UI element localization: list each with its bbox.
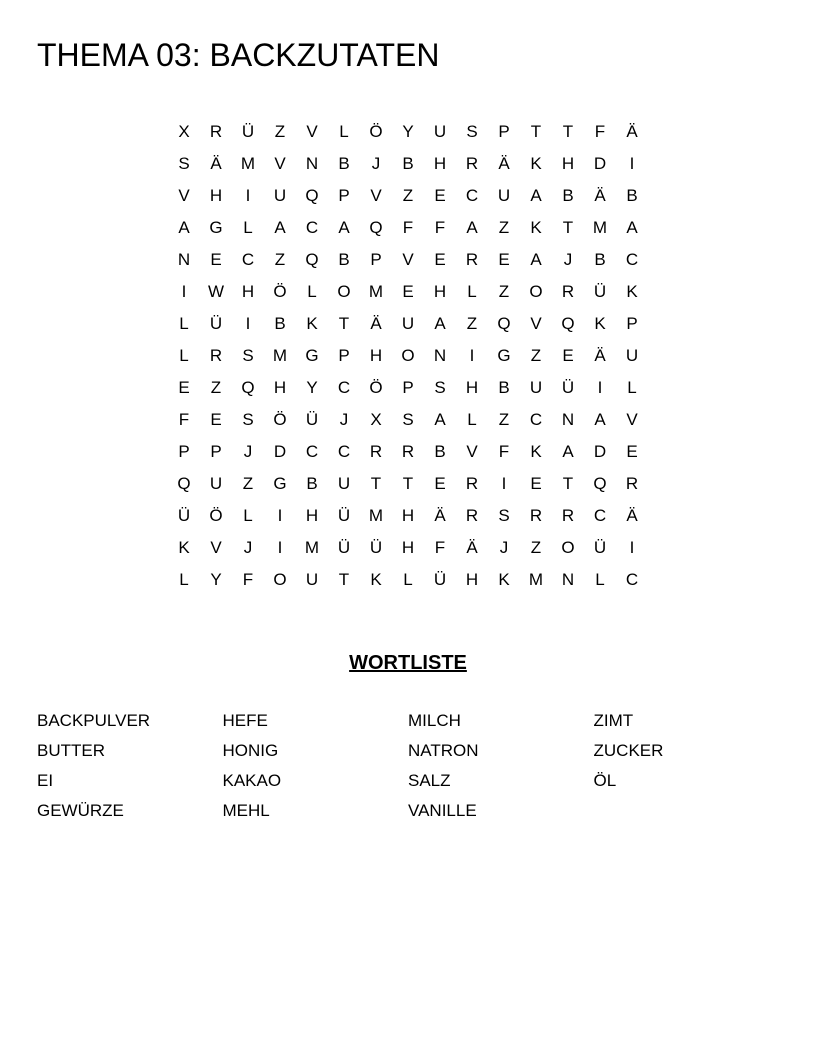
- grid-letter: G: [497, 346, 511, 365]
- grid-letter: P: [210, 442, 222, 461]
- wordlist-item: EI: [37, 771, 54, 790]
- grid-letter: Z: [530, 538, 542, 557]
- grid-letter: D: [593, 154, 607, 173]
- grid-letter: A: [626, 218, 638, 237]
- grid-row: [168, 564, 648, 596]
- grid-letter: I: [245, 314, 251, 333]
- grid-letter: F: [434, 218, 446, 237]
- grid-letter: A: [466, 218, 478, 237]
- grid-row: [168, 372, 648, 404]
- grid-letter: Ö: [369, 378, 383, 397]
- grid-letter: V: [402, 250, 414, 269]
- grid-letter: E: [434, 474, 446, 493]
- grid-letter: Q: [497, 314, 511, 333]
- grid-letter: A: [338, 218, 350, 237]
- grid-letter: W: [207, 282, 225, 301]
- grid-letter: H: [241, 282, 255, 301]
- grid-letter: C: [625, 250, 639, 269]
- grid-letter: R: [465, 250, 479, 269]
- wordlist-item: SALZ: [408, 771, 451, 790]
- grid-letter: A: [434, 410, 446, 429]
- grid-letter: T: [370, 474, 382, 493]
- grid-letter: G: [209, 218, 223, 237]
- grid-letter: L: [179, 314, 189, 333]
- grid-letter: B: [306, 474, 318, 493]
- grid-letter: A: [530, 186, 542, 205]
- grid-letter: C: [337, 442, 351, 461]
- grid-letter: Q: [369, 218, 383, 237]
- grid-letter: H: [401, 538, 415, 557]
- grid-letter: J: [339, 410, 349, 429]
- grid-letter: R: [465, 506, 479, 525]
- grid-letter: P: [338, 346, 350, 365]
- grid-row: [168, 116, 648, 148]
- grid-letter: V: [626, 410, 638, 429]
- grid-letter: Ü: [177, 506, 191, 525]
- grid-letter: H: [369, 346, 383, 365]
- grid-letter: M: [272, 346, 288, 365]
- grid-letter: P: [626, 314, 638, 333]
- grid-letter: S: [242, 346, 254, 365]
- grid-letter: U: [529, 378, 543, 397]
- grid-letter: Z: [210, 378, 222, 397]
- grid-letter: O: [401, 346, 415, 365]
- grid-letter: H: [433, 154, 447, 173]
- grid-letter: J: [499, 538, 509, 557]
- grid-letter: L: [627, 378, 637, 397]
- wordlist-item: MEHL: [222, 801, 270, 820]
- grid-letter: J: [563, 250, 573, 269]
- grid-letter: Ü: [593, 538, 607, 557]
- wordlist-item: NATRON: [408, 741, 479, 760]
- grid-letter: Y: [402, 122, 414, 141]
- grid-letter: Ü: [433, 570, 447, 589]
- grid-letter: X: [178, 122, 190, 141]
- grid-letter: Q: [593, 474, 607, 493]
- grid-letter: B: [498, 378, 510, 397]
- grid-letter: B: [626, 186, 638, 205]
- grid-letter: K: [626, 282, 638, 301]
- grid-row: [168, 500, 648, 532]
- grid-letter: Z: [530, 346, 542, 365]
- wordlist-item: MILCH: [408, 711, 461, 730]
- grid-letter: V: [466, 442, 478, 461]
- grid-letter: R: [209, 346, 223, 365]
- grid-letter: Ü: [209, 314, 223, 333]
- grid-letter: Z: [498, 410, 510, 429]
- grid-letter: F: [178, 410, 190, 429]
- grid-letter: U: [273, 186, 287, 205]
- grid-letter: M: [368, 506, 384, 525]
- grid-letter: V: [370, 186, 382, 205]
- grid-letter: H: [209, 186, 223, 205]
- grid-letter: E: [210, 250, 222, 269]
- grid-letter: Ü: [593, 282, 607, 301]
- grid-letter: J: [371, 154, 381, 173]
- grid-letter: S: [402, 410, 414, 429]
- grid-letter: E: [434, 250, 446, 269]
- grid-letter: Q: [177, 474, 191, 493]
- grid-letter: L: [403, 570, 413, 589]
- grid-letter: L: [307, 282, 317, 301]
- grid-letter: B: [338, 154, 350, 173]
- grid-letter: Ü: [337, 506, 351, 525]
- grid-letter: H: [561, 154, 575, 173]
- grid-letter: C: [305, 218, 319, 237]
- grid-letter: V: [210, 538, 222, 557]
- grid-letter: F: [242, 570, 254, 589]
- grid-letter: R: [625, 474, 639, 493]
- grid-letter: Z: [498, 282, 510, 301]
- grid-letter: N: [433, 346, 447, 365]
- grid-letter: F: [498, 442, 510, 461]
- grid-letter: T: [338, 314, 350, 333]
- grid-letter: N: [177, 250, 191, 269]
- grid-letter: R: [369, 442, 383, 461]
- grid-letter: Z: [402, 186, 414, 205]
- grid-letter: R: [401, 442, 415, 461]
- grid-letter: Ä: [434, 506, 446, 525]
- grid-letter: D: [593, 442, 607, 461]
- grid-letter: K: [306, 314, 318, 333]
- grid-letter: M: [368, 282, 384, 301]
- grid-letter: Ä: [594, 186, 606, 205]
- grid-letter: B: [338, 250, 350, 269]
- grid-letter: C: [529, 410, 543, 429]
- grid-letter: Ü: [369, 538, 383, 557]
- grid-row: [168, 276, 648, 308]
- grid-letter: T: [562, 218, 574, 237]
- grid-letter: Ö: [209, 506, 223, 525]
- grid-letter: J: [243, 442, 253, 461]
- grid-letter: R: [561, 506, 575, 525]
- grid-letter: Y: [210, 570, 222, 589]
- grid-letter: E: [402, 282, 414, 301]
- grid-letter: D: [273, 442, 287, 461]
- grid-letter: K: [594, 314, 606, 333]
- grid-letter: Ü: [561, 378, 575, 397]
- grid-letter: Z: [498, 218, 510, 237]
- grid-letter: F: [434, 538, 446, 557]
- grid-letter: M: [528, 570, 544, 589]
- grid-letter: M: [304, 538, 320, 557]
- grid-letter: C: [593, 506, 607, 525]
- grid-letter: Ä: [370, 314, 382, 333]
- grid-letter: F: [402, 218, 414, 237]
- grid-letter: Ä: [594, 346, 606, 365]
- wordlist-item: BACKPULVER: [37, 711, 151, 730]
- grid-letter: P: [402, 378, 414, 397]
- grid-letter: K: [530, 442, 542, 461]
- grid-letter: O: [561, 538, 575, 557]
- wordlist-item: BUTTER: [37, 741, 105, 760]
- grid-letter: I: [277, 506, 283, 525]
- wordlist-item: VANILLE: [408, 801, 477, 820]
- grid-letter: T: [562, 122, 574, 141]
- grid-letter: H: [401, 506, 415, 525]
- grid-letter: A: [178, 218, 190, 237]
- grid-letter: Q: [241, 378, 255, 397]
- grid-letter: Z: [274, 250, 286, 269]
- grid-letter: H: [305, 506, 319, 525]
- grid-letter: A: [562, 442, 574, 461]
- grid-letter: U: [401, 314, 415, 333]
- grid-letter: L: [339, 122, 349, 141]
- grid-letter: I: [181, 282, 187, 301]
- grid-letter: N: [305, 154, 319, 173]
- grid-letter: O: [273, 570, 287, 589]
- grid-letter: R: [529, 506, 543, 525]
- grid-row: [168, 308, 648, 340]
- grid-letter: B: [594, 250, 606, 269]
- grid-letter: Ä: [626, 122, 638, 141]
- grid-letter: E: [530, 474, 542, 493]
- grid-letter: R: [209, 122, 223, 141]
- grid-letter: U: [305, 570, 319, 589]
- grid-letter: I: [469, 346, 475, 365]
- grid-letter: R: [465, 474, 479, 493]
- grid-letter: O: [337, 282, 351, 301]
- grid-letter: N: [561, 410, 575, 429]
- word-search-grid: [168, 116, 648, 596]
- grid-letter: K: [530, 154, 542, 173]
- grid-letter: I: [597, 378, 603, 397]
- grid-letter: E: [434, 186, 446, 205]
- grid-letter: C: [241, 250, 255, 269]
- grid-row: [168, 532, 648, 564]
- grid-letter: P: [338, 186, 350, 205]
- grid-letter: R: [561, 282, 575, 301]
- grid-letter: S: [178, 154, 190, 173]
- grid-letter: L: [243, 218, 253, 237]
- grid-letter: L: [179, 346, 189, 365]
- grid-letter: M: [592, 218, 608, 237]
- wordlist-item: HONIG: [222, 741, 279, 760]
- grid-letter: J: [243, 538, 253, 557]
- grid-letter: P: [370, 250, 382, 269]
- grid-letter: Q: [305, 250, 319, 269]
- grid-letter: U: [209, 474, 223, 493]
- grid-letter: H: [465, 378, 479, 397]
- wordlist-item: ZUCKER: [593, 741, 664, 760]
- grid-letter: H: [465, 570, 479, 589]
- page-title: THEMA 03: BACKZUTATEN: [37, 37, 440, 73]
- grid-letter: T: [562, 474, 574, 493]
- grid-letter: B: [402, 154, 414, 173]
- grid-row: [168, 148, 648, 180]
- grid-letter: C: [337, 378, 351, 397]
- grid-letter: H: [433, 282, 447, 301]
- wordlist-item: GEWÜRZE: [37, 801, 124, 820]
- grid-letter: Y: [306, 378, 318, 397]
- grid-letter: Ä: [626, 506, 638, 525]
- grid-letter: S: [466, 122, 478, 141]
- grid-letter: T: [338, 570, 350, 589]
- grid-letter: Ü: [241, 122, 255, 141]
- grid-letter: C: [305, 442, 319, 461]
- grid-letter: Ü: [337, 538, 351, 557]
- grid-letter: V: [306, 122, 318, 141]
- grid-letter: I: [245, 186, 251, 205]
- grid-letter: K: [530, 218, 542, 237]
- grid-letter: K: [178, 538, 190, 557]
- grid-letter: K: [498, 570, 510, 589]
- grid-letter: O: [529, 282, 543, 301]
- grid-letter: S: [242, 410, 254, 429]
- wordlist-item: HEFE: [222, 711, 268, 730]
- grid-letter: S: [434, 378, 446, 397]
- grid-letter: Ä: [498, 154, 510, 173]
- grid-letter: S: [498, 506, 510, 525]
- grid-letter: G: [273, 474, 287, 493]
- grid-letter: I: [277, 538, 283, 557]
- grid-letter: B: [274, 314, 286, 333]
- wordlist: [37, 708, 779, 828]
- grid-letter: H: [273, 378, 287, 397]
- grid-letter: P: [178, 442, 190, 461]
- grid-letter: L: [467, 282, 477, 301]
- grid-letter: E: [626, 442, 638, 461]
- grid-letter: E: [498, 250, 510, 269]
- grid-letter: B: [434, 442, 446, 461]
- grid-row: [168, 244, 648, 276]
- grid-letter: Ä: [210, 154, 222, 173]
- grid-letter: U: [625, 346, 639, 365]
- grid-letter: Z: [242, 474, 254, 493]
- grid-letter: T: [402, 474, 414, 493]
- grid-letter: N: [561, 570, 575, 589]
- grid-row: [168, 404, 648, 436]
- grid-letter: V: [274, 154, 286, 173]
- grid-letter: K: [370, 570, 382, 589]
- grid-letter: Ö: [273, 282, 287, 301]
- grid-letter: L: [467, 410, 477, 429]
- grid-letter: I: [629, 538, 635, 557]
- grid-letter: M: [240, 154, 256, 173]
- grid-row: [168, 340, 648, 372]
- grid-letter: R: [465, 154, 479, 173]
- wordlist-item: ZIMT: [593, 711, 634, 730]
- grid-letter: I: [501, 474, 507, 493]
- grid-letter: U: [337, 474, 351, 493]
- grid-letter: A: [434, 314, 446, 333]
- grid-letter: A: [594, 410, 606, 429]
- grid-letter: C: [465, 186, 479, 205]
- grid-letter: Q: [305, 186, 319, 205]
- grid-letter: V: [178, 186, 190, 205]
- wordlist-item: ÖL: [593, 771, 617, 790]
- grid-letter: Ö: [369, 122, 383, 141]
- grid-letter: E: [210, 410, 222, 429]
- grid-letter: Ä: [466, 538, 478, 557]
- grid-letter: L: [179, 570, 189, 589]
- grid-letter: Z: [274, 122, 286, 141]
- grid-letter: A: [274, 218, 286, 237]
- grid-letter: T: [530, 122, 542, 141]
- grid-letter: L: [243, 506, 253, 525]
- grid-letter: B: [562, 186, 574, 205]
- grid-letter: P: [498, 122, 510, 141]
- grid-letter: L: [595, 570, 605, 589]
- grid-letter: U: [433, 122, 447, 141]
- grid-row: [168, 180, 648, 212]
- grid-letter: V: [530, 314, 542, 333]
- grid-letter: Q: [561, 314, 575, 333]
- grid-letter: Ü: [305, 410, 319, 429]
- grid-letter: E: [178, 378, 190, 397]
- grid-letter: Z: [466, 314, 478, 333]
- grid-letter: X: [370, 410, 382, 429]
- grid-letter: C: [625, 570, 639, 589]
- grid-letter: F: [594, 122, 606, 141]
- grid-letter: A: [530, 250, 542, 269]
- grid-row: [168, 468, 648, 500]
- wordlist-heading: WORTLISTE: [349, 652, 467, 674]
- grid-letter: Ö: [273, 410, 287, 429]
- grid-row: [168, 212, 648, 244]
- grid-letter: U: [497, 186, 511, 205]
- grid-letter: I: [629, 154, 635, 173]
- wordlist-item: KAKAO: [222, 771, 282, 790]
- grid-letter: G: [305, 346, 319, 365]
- grid-row: [168, 436, 648, 468]
- grid-letter: E: [562, 346, 574, 365]
